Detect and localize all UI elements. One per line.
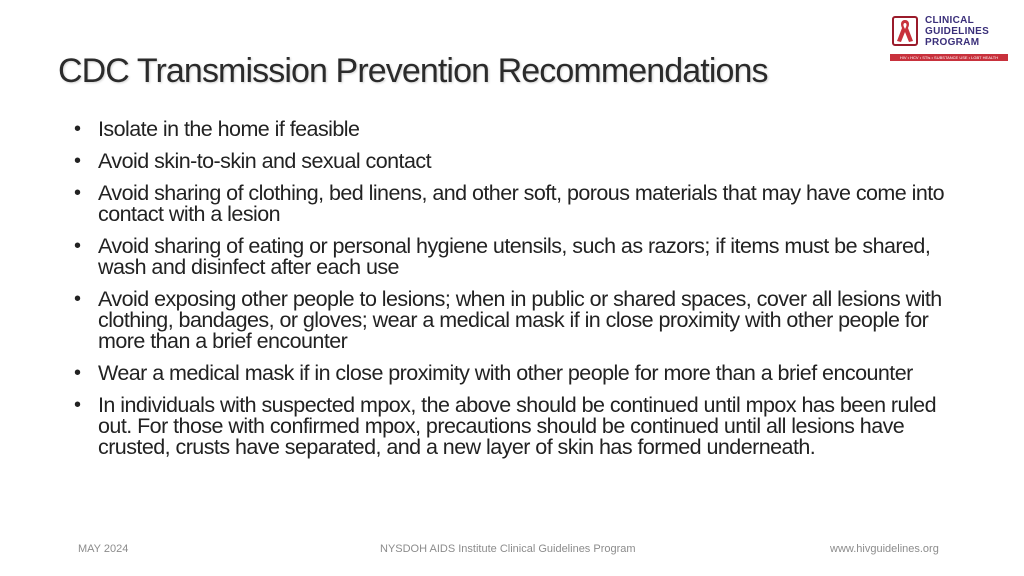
bullet-item: • Avoid sharing of eating or personal hygiene utensils, such as razors; if items must be shared, wash and disinfect after each use (74, 236, 954, 278)
logo-line-3: PROGRAM (925, 37, 980, 48)
recommendation-list (74, 119, 954, 469)
footer-date: MAY 2024 (78, 543, 129, 555)
slide-title: CDC Transmission Prevention Recommendations (58, 52, 768, 90)
logo-topic-strip: HIV • HCV • STIs • SUBSTANCE USE • LGBT HEALTH (890, 54, 1008, 61)
bullet-item: • Avoid sharing of clothing, bed linens, and other soft, porous materials that may have come into contact with a lesion (74, 183, 954, 225)
bullet-item: • In individuals with suspected mpox, the above should be continued until mpox has been ruled out. For those with confirmed mpox, precautions should be continued until all lesions have crusted, crusts have separated, and a new layer of skin has formed underneath. (74, 395, 954, 458)
logo-line-1: CLINICAL (925, 15, 975, 26)
footer-program: NYSDOH AIDS Institute Clinical Guidelines Program (380, 543, 636, 555)
logo-line-2: GUIDELINES (925, 26, 990, 37)
bullet-item: • Avoid exposing other people to lesions; when in public or shared spaces, cover all lesions with clothing, bandages, or gloves; wear a medical mask if in close proximity with other people for more than a brief encounter (74, 289, 954, 352)
footer-website: www.hivguidelines.org (830, 543, 939, 555)
logo-wordmark (925, 15, 989, 48)
clinical-guidelines-logo (888, 14, 1010, 64)
bullet-item: • Wear a medical mask if in close proximity with other people for more than a brief encounter (74, 363, 954, 384)
bullet-item: • Isolate in the home if feasible (74, 119, 954, 140)
red-ribbon-icon (894, 17, 916, 45)
bullet-item: • Avoid skin-to-skin and sexual contact (74, 151, 954, 172)
